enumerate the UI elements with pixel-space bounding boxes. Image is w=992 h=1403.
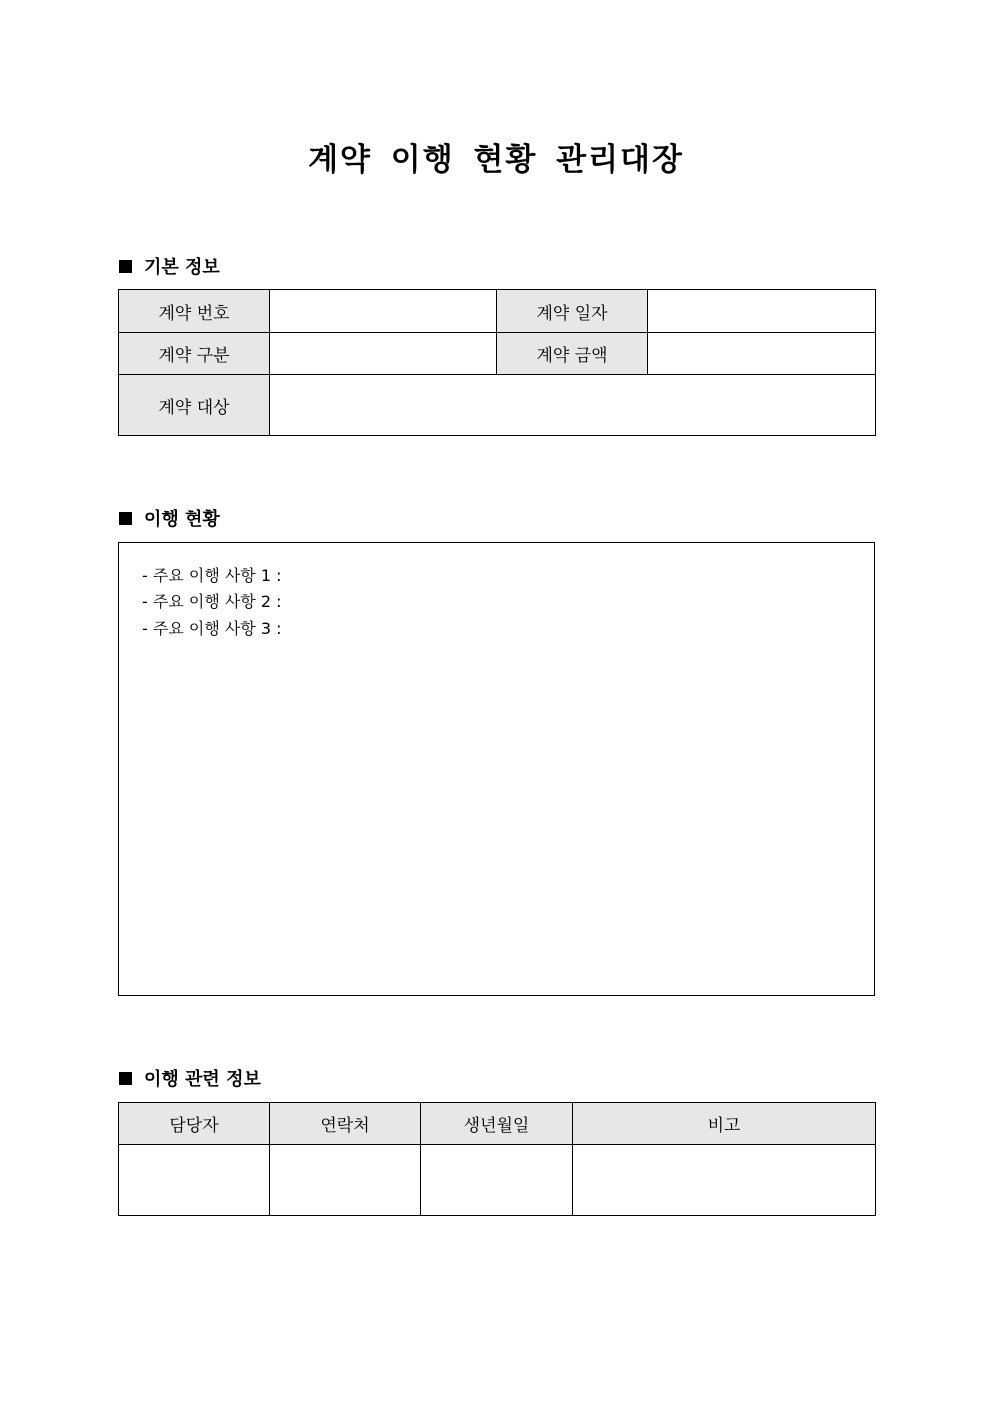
contract-amount-label: 계약 금액 (497, 333, 648, 375)
column-header-manager: 담당자 (119, 1103, 270, 1145)
basic-info-table (118, 289, 876, 436)
section-heading-performance (119, 505, 220, 531)
document-title: 계약 이행 현황 관리대장 (308, 142, 684, 178)
remarks-field[interactable] (573, 1145, 876, 1216)
manager-field[interactable] (119, 1145, 270, 1216)
contract-date-field[interactable] (648, 290, 876, 333)
contract-target-label: 계약 대상 (119, 375, 270, 436)
performance-item: - 주요 이행 사항 3 : (142, 619, 282, 638)
contract-type-label: 계약 구분 (119, 333, 270, 375)
contract-target-field[interactable] (270, 375, 876, 436)
contract-number-label: 계약 번호 (119, 290, 270, 333)
contract-number-field[interactable] (270, 290, 497, 333)
section-heading-label: 이행 현황 (144, 509, 220, 530)
column-header-contact: 연락처 (270, 1103, 421, 1145)
performance-status-box[interactable] (118, 542, 875, 996)
contract-amount-field[interactable] (648, 333, 876, 375)
section-heading-label: 이행 관련 정보 (144, 1069, 261, 1090)
column-header-birthdate: 생년월일 (421, 1103, 573, 1145)
performance-item: - 주요 이행 사항 1 : (142, 566, 282, 585)
contract-date-label: 계약 일자 (497, 290, 648, 333)
section-heading-related-info (119, 1065, 261, 1091)
section-heading-label: 기본 정보 (144, 257, 220, 278)
contact-field[interactable] (270, 1145, 421, 1216)
section-heading-basic-info (119, 253, 220, 279)
column-header-remarks: 비고 (573, 1103, 876, 1145)
square-bullet-icon (119, 1072, 132, 1085)
performance-item: - 주요 이행 사항 2 : (142, 592, 282, 611)
related-info-table (118, 1102, 876, 1216)
contract-type-field[interactable] (270, 333, 497, 375)
square-bullet-icon (119, 512, 132, 525)
square-bullet-icon (119, 260, 132, 273)
birthdate-field[interactable] (421, 1145, 573, 1216)
